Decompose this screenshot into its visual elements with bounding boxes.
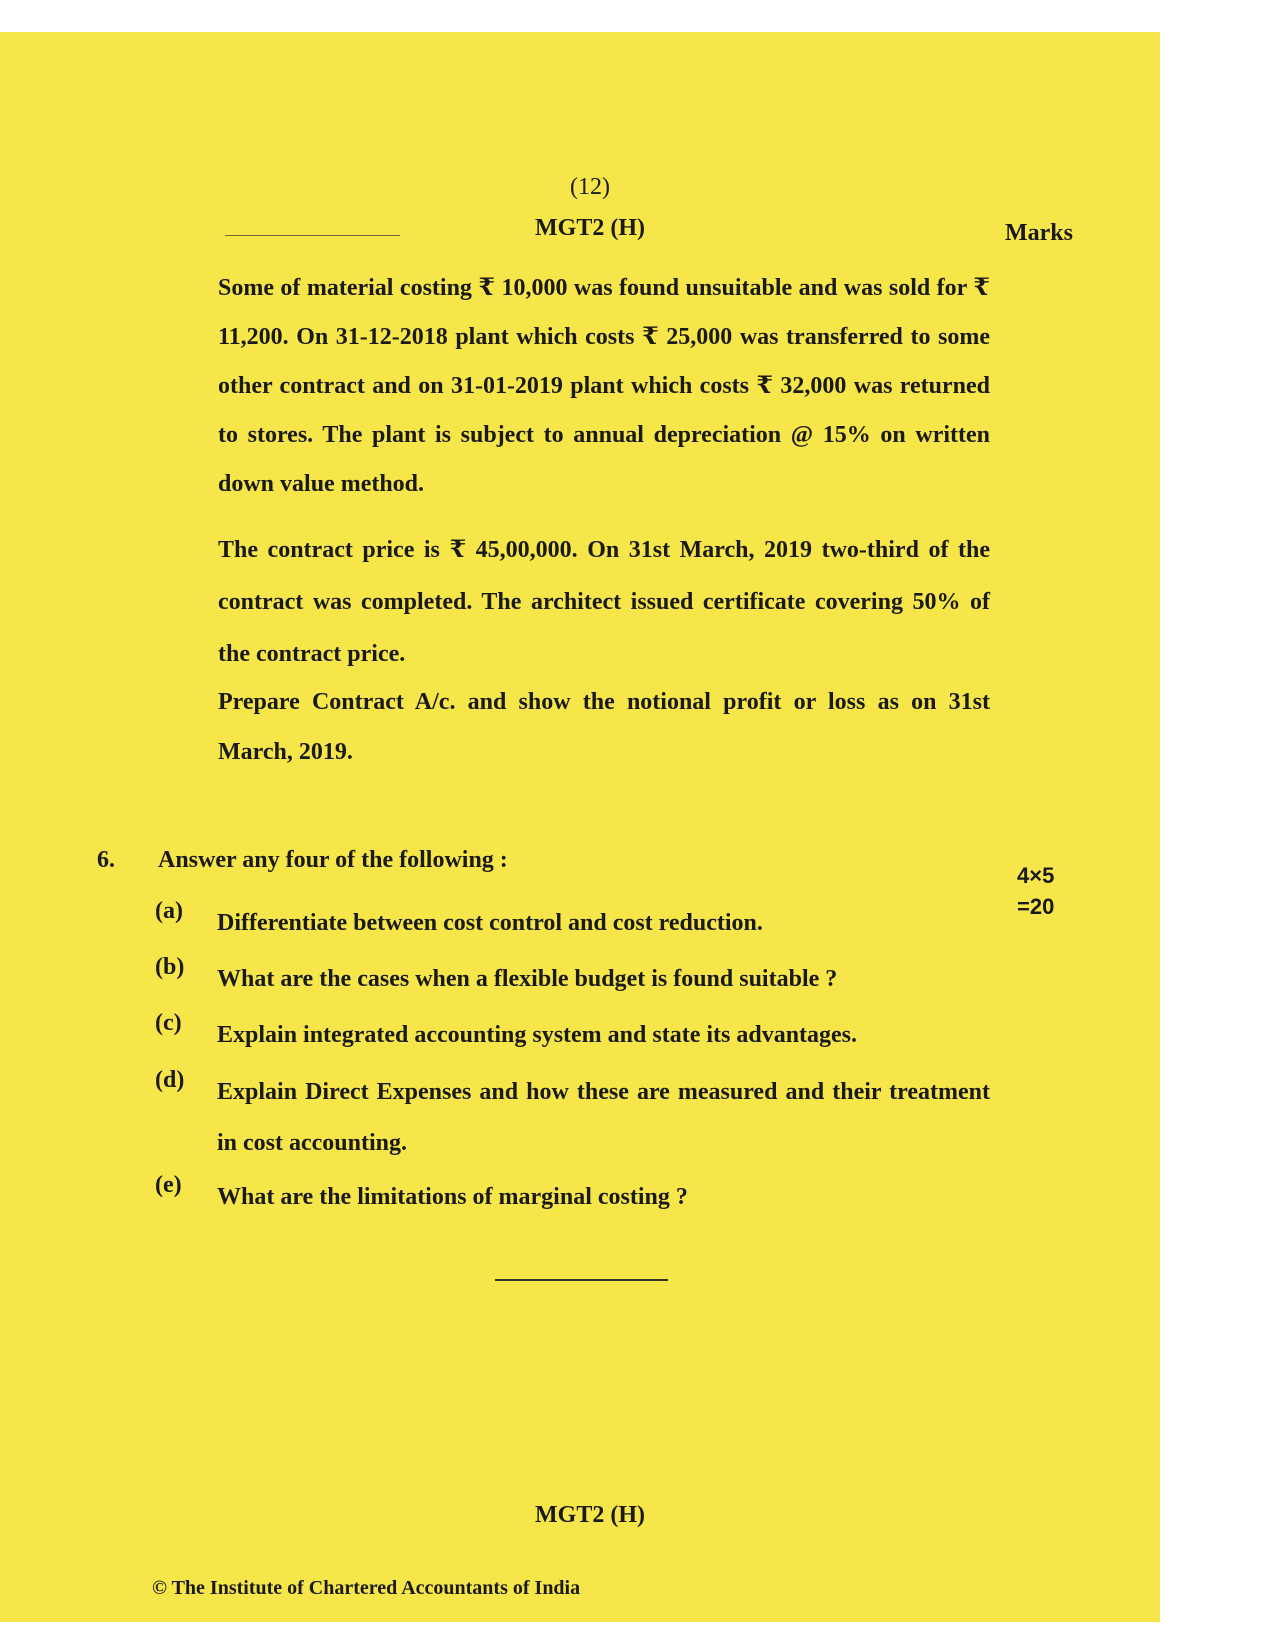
part-label: (a) bbox=[155, 898, 183, 924]
exam-page bbox=[0, 32, 1160, 1622]
question-marks-breakdown: 4×5 bbox=[1017, 863, 1055, 888]
end-of-section-rule bbox=[495, 1279, 668, 1281]
paper-code-footer: MGT2 (H) bbox=[535, 1502, 645, 1528]
copyright-notice: © The Institute of Chartered Accountants of India bbox=[152, 1577, 581, 1599]
question-prompt-start: Answer any bbox=[158, 847, 286, 873]
part-text: Differentiate between cost control and cost reduction. bbox=[217, 910, 763, 936]
question-marks-total: =20 bbox=[1017, 894, 1055, 919]
part-text: Explain integrated accounting system and state its advantages. bbox=[217, 1022, 858, 1048]
question-prompt-emphasis: four bbox=[285, 847, 330, 873]
part-label: (b) bbox=[155, 954, 185, 980]
part-text: Explain Direct Expenses and how these are measured and their treatment in cost accounting. bbox=[217, 1079, 990, 1156]
part-text: What are the limitations of marginal costing ? bbox=[217, 1184, 688, 1210]
part-label: (e) bbox=[155, 1172, 182, 1198]
question-marks bbox=[1017, 860, 1054, 922]
question-number: 6. bbox=[97, 847, 115, 873]
part-label: (d) bbox=[155, 1067, 185, 1093]
page-number: (12) bbox=[570, 174, 610, 200]
continuation-paragraph-1: Some of material costing ₹ 10,000 was found unsuitable and was sold for ₹ 11,200. On 31-12-2018 plant which costs ₹ 25,000 was transferred to some other contract and on 31-01-2019 plant which costs ₹ 32,000 was returned to stores. The plant is subject to annual depreciation @ 15% on written down value method. bbox=[218, 275, 990, 497]
question-prompt-end: of the following : bbox=[329, 847, 508, 873]
continuation-paragraph-3: Prepare Contract A/c. and show the notional profit or loss as on 31st March, 2019. bbox=[218, 689, 990, 765]
continuation-paragraph-2: The contract price is ₹ 45,00,000. On 31st March, 2019 two-third of the contract was completed. The architect issued certificate covering 50% of the contract price. bbox=[218, 537, 990, 667]
part-label: (c) bbox=[155, 1010, 182, 1036]
part-text: What are the cases when a flexible budget is found suitable ? bbox=[217, 966, 838, 992]
marks-column-label: Marks bbox=[1005, 220, 1073, 246]
paper-code-header: MGT2 (H) bbox=[535, 215, 645, 241]
question-prompt bbox=[158, 847, 508, 874]
